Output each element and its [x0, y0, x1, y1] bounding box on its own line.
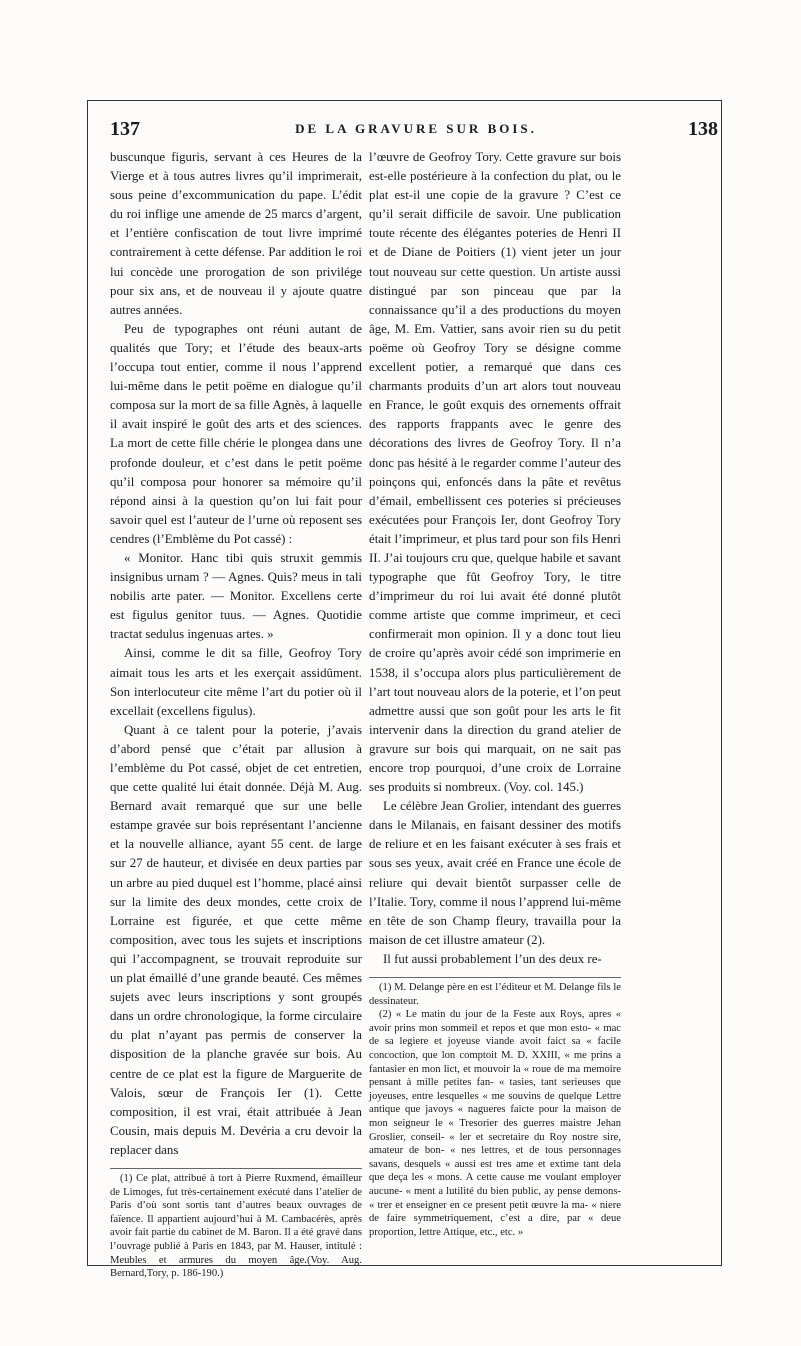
footnote: (1) M. Delange père en est l’éditeur et M. Delange fils le dessinateur. — [369, 982, 621, 1007]
paragraph: Peu de typographes ont réuni autant de qualités que Tory; et l’étude des beaux-arts l’occupa tout entier, comme il nous l’apprend lui-même dans le petit poëme en dialogue qu’il composa sur la mort de sa fille Agnès, à laquelle il avait inspiré le goût des arts et des sciences. La mort de cette fille chérie le plongea dans une profonde douleur, et c’est dans le petit poëme qu’il composa pour honorer sa mémoire qu’il répond ainsi à la question qu’on lui fait pour savoir quel est l’auteur de l’urne où reposent ses cendres (l’Emblème du Pot cassé) : — [110, 321, 362, 546]
paragraph: Ainsi, comme le dit sa fille, Geofroy Tory aimait tous les arts et les exerçait assidûment. Son interlocuteur cite même l’art du potier où il excellait (excellens figulus). — [110, 646, 362, 718]
right-footnotes — [369, 977, 621, 1239]
page-header — [110, 118, 722, 142]
paragraph: Le célèbre Jean Grolier, intendant des guerres dans le Milanais, en faisant dessiner des motifs de reliure et en les faisant exécuter à ses frais et sous ses yeux, avait créé en France une école de reliure qui devait bientôt surpasser celle de l’Italie. Tory, comme il nous l’apprend lui-même en tête de son Champ fleury, travailla pour la maison de cet illustre amateur (2). — [369, 799, 621, 947]
left-page-number: 137 — [110, 118, 140, 140]
left-footnotes — [110, 1168, 362, 1281]
paragraph: Il fut aussi probablement l’un des deux re- — [383, 951, 602, 966]
paragraph: Quant à ce talent pour la poterie, j’avais d’abord pensé que c’était par allusion à l’emblème du Pot cassé, objet de cet entretien, que cette qualité lui était donnée. Déjà M. Aug. Bernard avait remarqué que sur une belle estampe gravée sur bois représentant l’ancienne et la nouvelle alliance, ayant 55 cent. de large sur 27 de hauteur, et divisée en deux parties par un arbre au pied duquel est l’homme, placé ainsi sur la limite des deux mondes, cette croix de Lorraine est figurée, et que cette même composition, avec tous les sujets et inscriptions qui l’accompagnent, se trouvait reproduite sur un plat émaillé d’une grande beauté. Ces mêmes sujets avec leurs inscriptions y sont groupés dans un ordre chronologique, la forme circulaire du plat n’ayant pas permis de conserver la disposition de la planche gravée sur bois. Au centre de ce plat est la figure de Marguerite de Valois, sœur de François Ier (1). Cette composition, il est vrai, était attribuée à Jean Cousin, mais depuis M. Devéria a cru devoir la replacer dans — [110, 722, 362, 1157]
paragraph: buscunque figuris, servant à ces Heures de la Vierge et à tous autres livres qu’il imprimerait, sous peine d’excommunication du pape. L’édit du roi inflige une amende de 25 marcs d’argent, et l’entière confiscation de tout livre imprimé contrairement à cette défense. Par addition le roi lui concède une prorogation de son privilége pour six ans, et de nouveau il y ajoute quatre autres années. — [110, 150, 362, 317]
left-column — [110, 148, 362, 1281]
footnote: (2) « Le matin du jour de la Feste aux Roys, apres « avoir prins mon sommeil et repos et que mon esto- « mac de sa legiere et joyeuse viande avoit faict sa « facile concoction, que lon comptoit M. D. XXIII, « me prins a fantasier en mon lict, et mouvoir la « roue de ma memoire pensant à mille petites fan- « tasies, tant serieuses que joyeuses, entre lesquelles « me souvins de quelque Lettre antique que javoys « nagueres faicte pour la maison de mon seigneur le « Tresorier des guerres maistre Jehan Groslier, conseil- « ler et secretaire du Roy nostre sire, amateur de bon- « nes lettres, et de tous personnages savans, desquels « aussi est tres ame et extime tant dela que deça les « mons. A cette cause me voulant employer aucune- « ment a lutilité du bien public, ay pense demons- « trer et enseigner en ce present petit œuvre la ma- « niere de faire symmetriquement, c’est a dire, par « deue proportion, lettre Attique, etc., etc. » — [369, 1009, 621, 1238]
latin-dialogue: « Monitor. Hanc tibi quis struxit gemmis insignibus urnam ? — Agnes. Quis? meus in tali nobilis arte pater. — Monitor. Excellens certe est figulus genitor tuus. — Agnes. Quotidie tractat sedulus ingenuas artes. » — [110, 550, 362, 642]
right-column — [369, 148, 621, 1239]
running-title: DE LA GRAVURE SUR BOIS. — [295, 121, 537, 136]
right-page-number: 138 — [688, 118, 718, 140]
paragraph: l’œuvre de Geofroy Tory. Cette gravure sur bois est-elle postérieure à la confection du plat, ou le plat est-il une copie de la gravure ? C’est ce qu’il serait difficile de savoir. Une publication toute récente des élégantes poteries de Henri II et de Diane de Poitiers (1) vient jeter un jour tout nouveau sur cette question. Un artiste aussi distingué par son pinceau que par la connaissance qu’il a des productions du moyen âge, M. Em. Vattier, sans avoir rien su du petit poëme où Geofroy Tory se désigne comme excellent potier, a remarqué que dans ces charmants produits d’un art alors tout nouveau en France, le goût exquis des ornements offrait des rapports frappants avec le genre des décorations des livres de Geofroy Tory. Il n’a donc pas hésité à le regarder comme l’auteur des poinçons qui, enfoncés dans la pâte et revêtus d’émail, embellissent ces poteries si précieuses exécutées pour François Ier, dont Geofroy Tory était l’imprimeur, et plus tard pour son fils Henri II. J’ai toujours cru que, quelque habile et savant typographe que fût Geofroy Tory, le titre d’imprimeur du roi lui avait été donné plutôt comme artiste que comme imprimeur, et ceci confirmerait mon opinion. Il y a donc tout lieu de croire qu’après avoir cédé son imprimerie en 1538, il s’occupa alors plus particulièrement de l’art tout nouveau alors de la poterie, et l’on peut admettre aussi que son goût pour les arts le fit intervenir dans la direction du grand atelier de gravure sur bois qui marquait, on ne sait pas encore trop pourquoi, d’une croix de Lorraine ses produits si nombreux. (Voy. col. 145.) — [369, 150, 621, 795]
footnote: (1) Ce plat, attribué à tort à Pierre Ruxmend, émailleur de Limoges, fut très-certainement exécuté dans l’atelier de Paris d’où sont sortis tant d’autres beaux ouvrages de faïence. Il appartient aujourd’hui à M. Cambacérès, après avoir fait partie du cabinet de M. Baron. Il a été gravé dans l’ouvrage publié à Paris en 1843, par M. Hauser, intitulé : Meubles et armures du moyen âge.(Voy. Aug. Bernard,Tory, p. 186-190.) — [110, 1172, 362, 1280]
